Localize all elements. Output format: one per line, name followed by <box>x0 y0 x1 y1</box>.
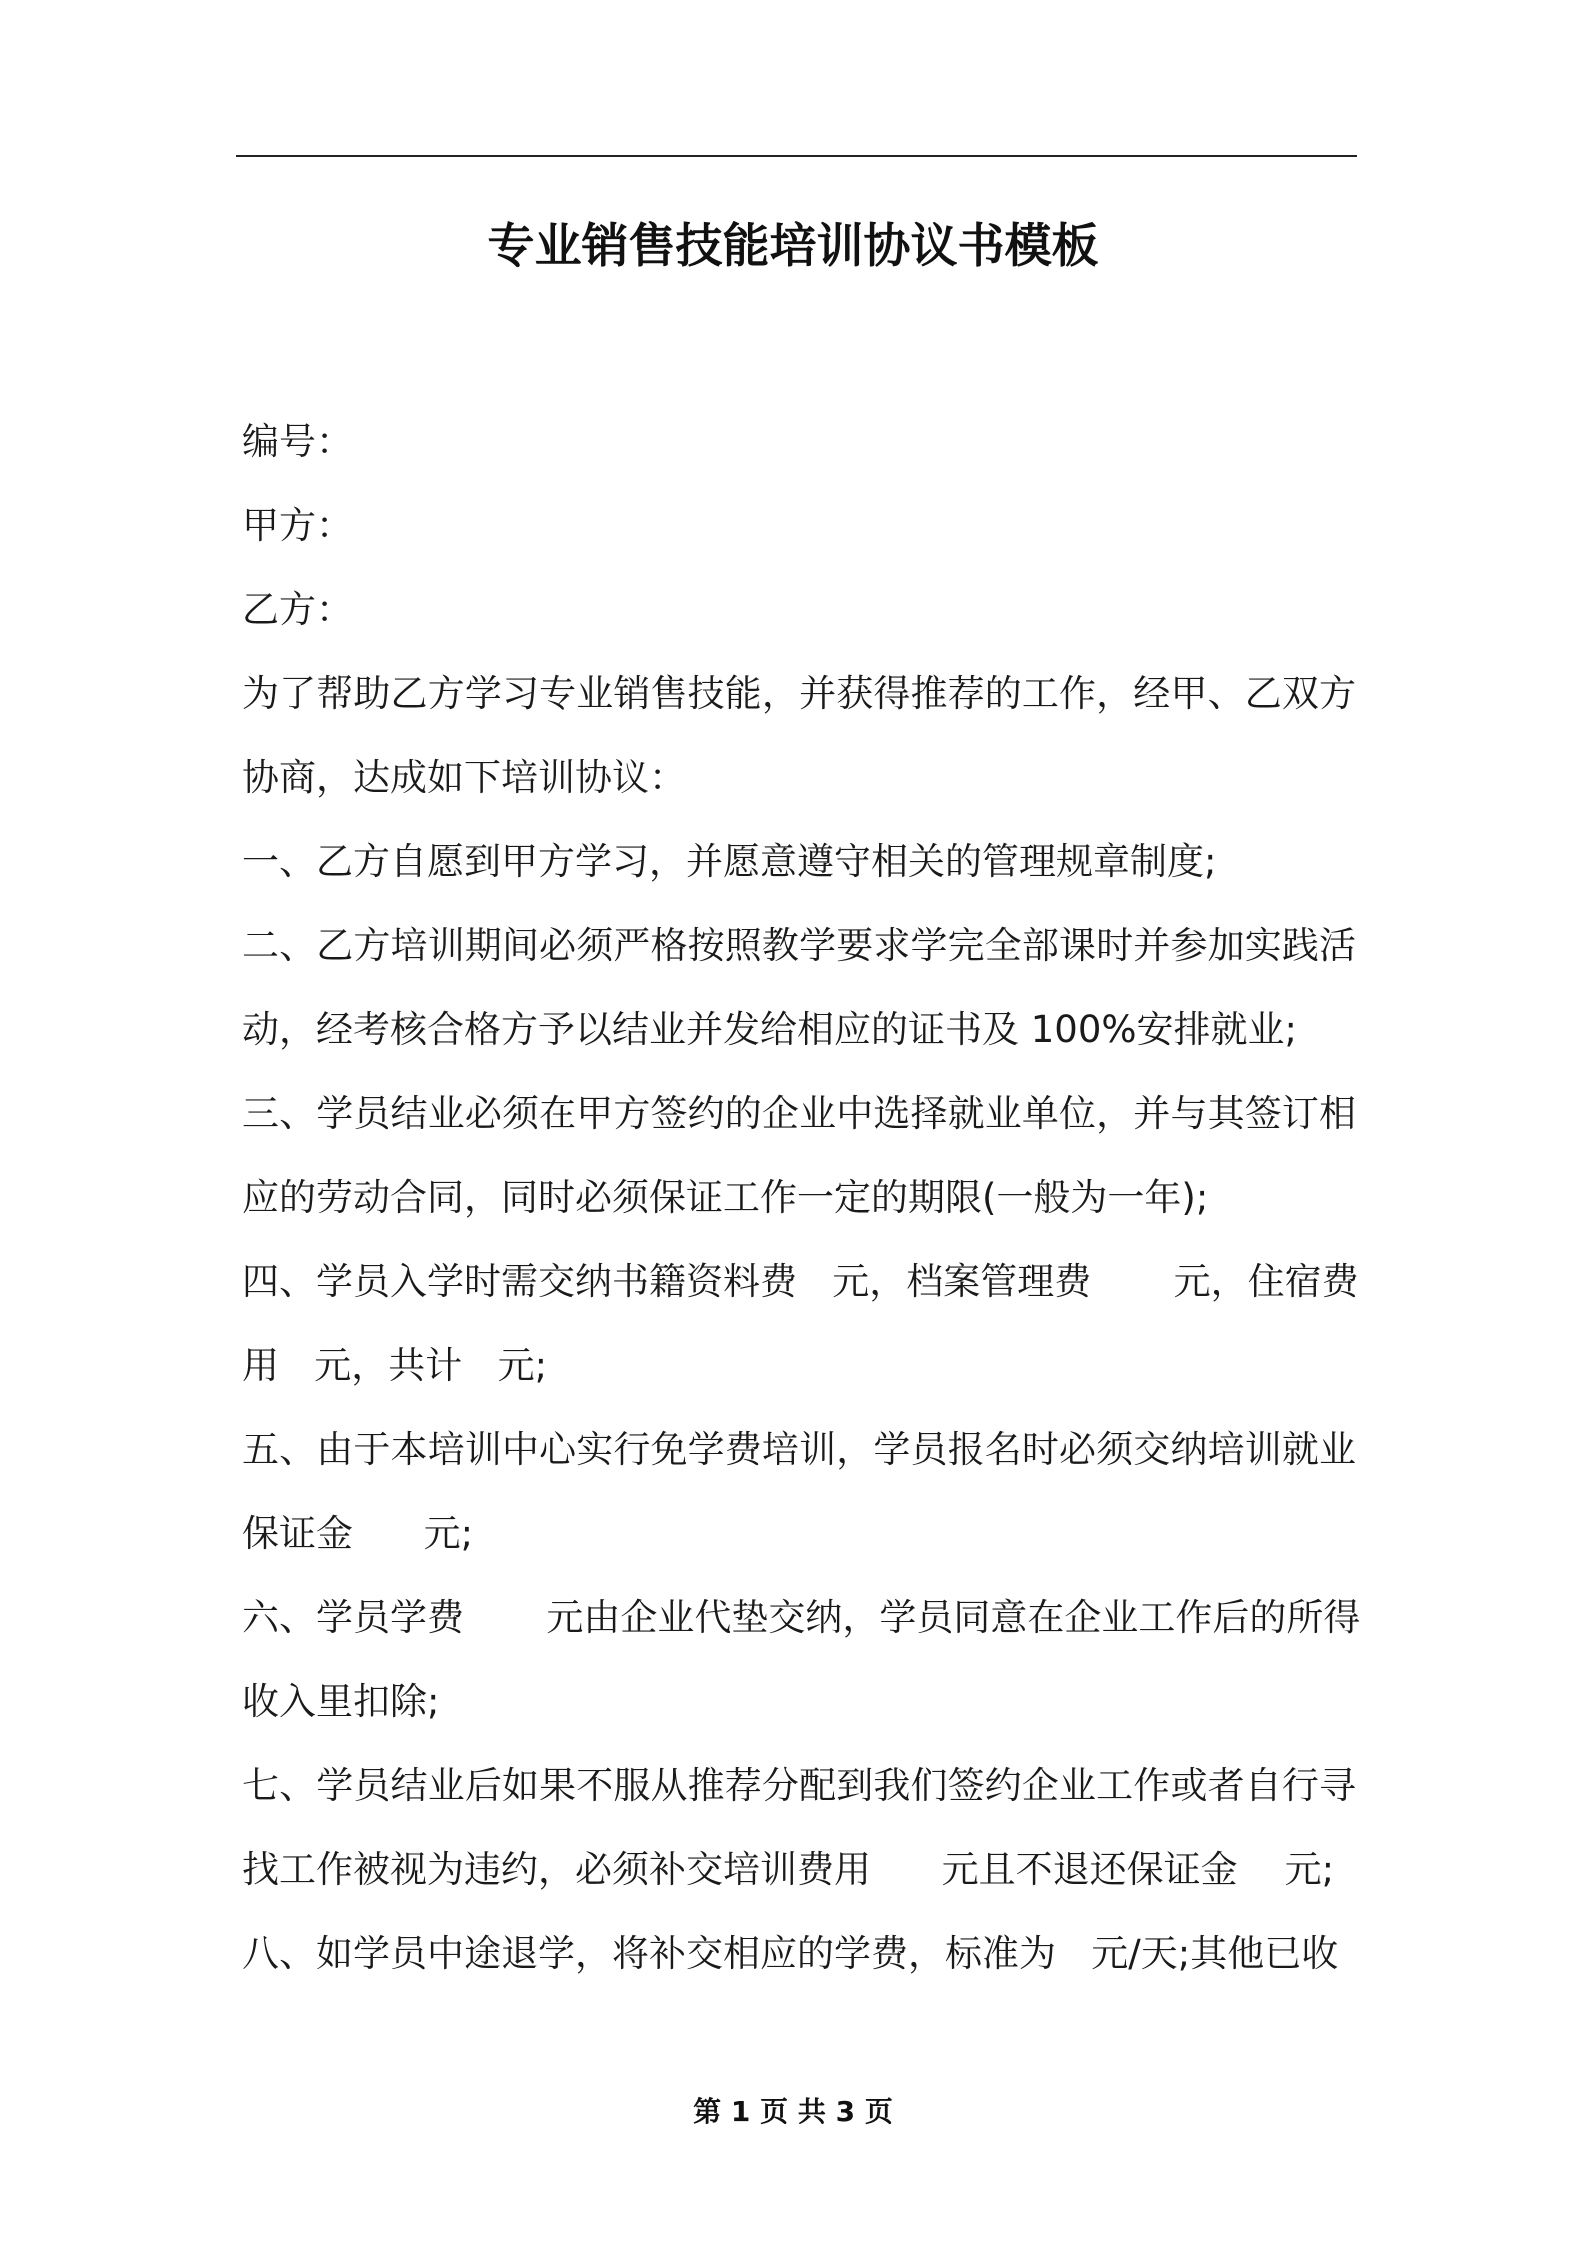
document-title: 专业销售技能培训协议书模板 <box>487 219 1099 274</box>
page-footer: 第 1 页 共 3 页 <box>693 2095 893 2128</box>
clause-6: 六、学员学费 元由企业代垫交纳，学员同意在企业工作后的所得 <box>242 1596 1361 1639</box>
field-party-b: 乙方： <box>242 588 353 631</box>
intro-line: 为了帮助乙方学习专业销售技能，并获得推荐的工作，经甲、乙双方 <box>242 672 1356 715</box>
header-rule <box>236 155 1357 157</box>
field-party-a: 甲方： <box>242 504 353 547</box>
clause-4: 四、学员入学时需交纳书籍资料费 元，档案管理费 元，住宿费 <box>242 1260 1359 1303</box>
clause-5: 五、由于本培训中心实行免学费培训，学员报名时必须交纳培训就业 <box>242 1428 1356 1471</box>
clause-5-cont: 保证金 元; <box>242 1512 474 1555</box>
clause-3-cont: 应的劳动合同，同时必须保证工作一定的期限(一般为一年); <box>242 1176 1209 1219</box>
clause-2-cont: 动，经考核合格方予以结业并发给相应的证书及 100%安排就业; <box>242 1008 1298 1051</box>
clause-7: 七、学员结业后如果不服从推荐分配到我们签约企业工作或者自行寻 <box>242 1764 1356 1807</box>
clause-6-cont: 收入里扣除; <box>242 1680 440 1723</box>
intro-line: 协商，达成如下培训协议： <box>242 756 686 799</box>
clause-4-cont: 用 元，共计 元; <box>242 1344 548 1387</box>
clause-8: 八、如学员中途退学，将补交相应的学费，标准为 元/天;其他已收 <box>242 1932 1339 1975</box>
clause-2: 二、乙方培训期间必须严格按照教学要求学完全部课时并参加实践活 <box>242 924 1356 967</box>
field-number: 编号： <box>242 420 353 463</box>
clause-3: 三、学员结业必须在甲方签约的企业中选择就业单位，并与其签订相 <box>242 1092 1356 1135</box>
clause-1: 一、乙方自愿到甲方学习，并愿意遵守相关的管理规章制度; <box>242 840 1217 883</box>
document-body <box>242 400 1361 1996</box>
clause-7-cont: 找工作被视为违约，必须补交培训费用 元且不退还保证金 元; <box>242 1848 1335 1891</box>
